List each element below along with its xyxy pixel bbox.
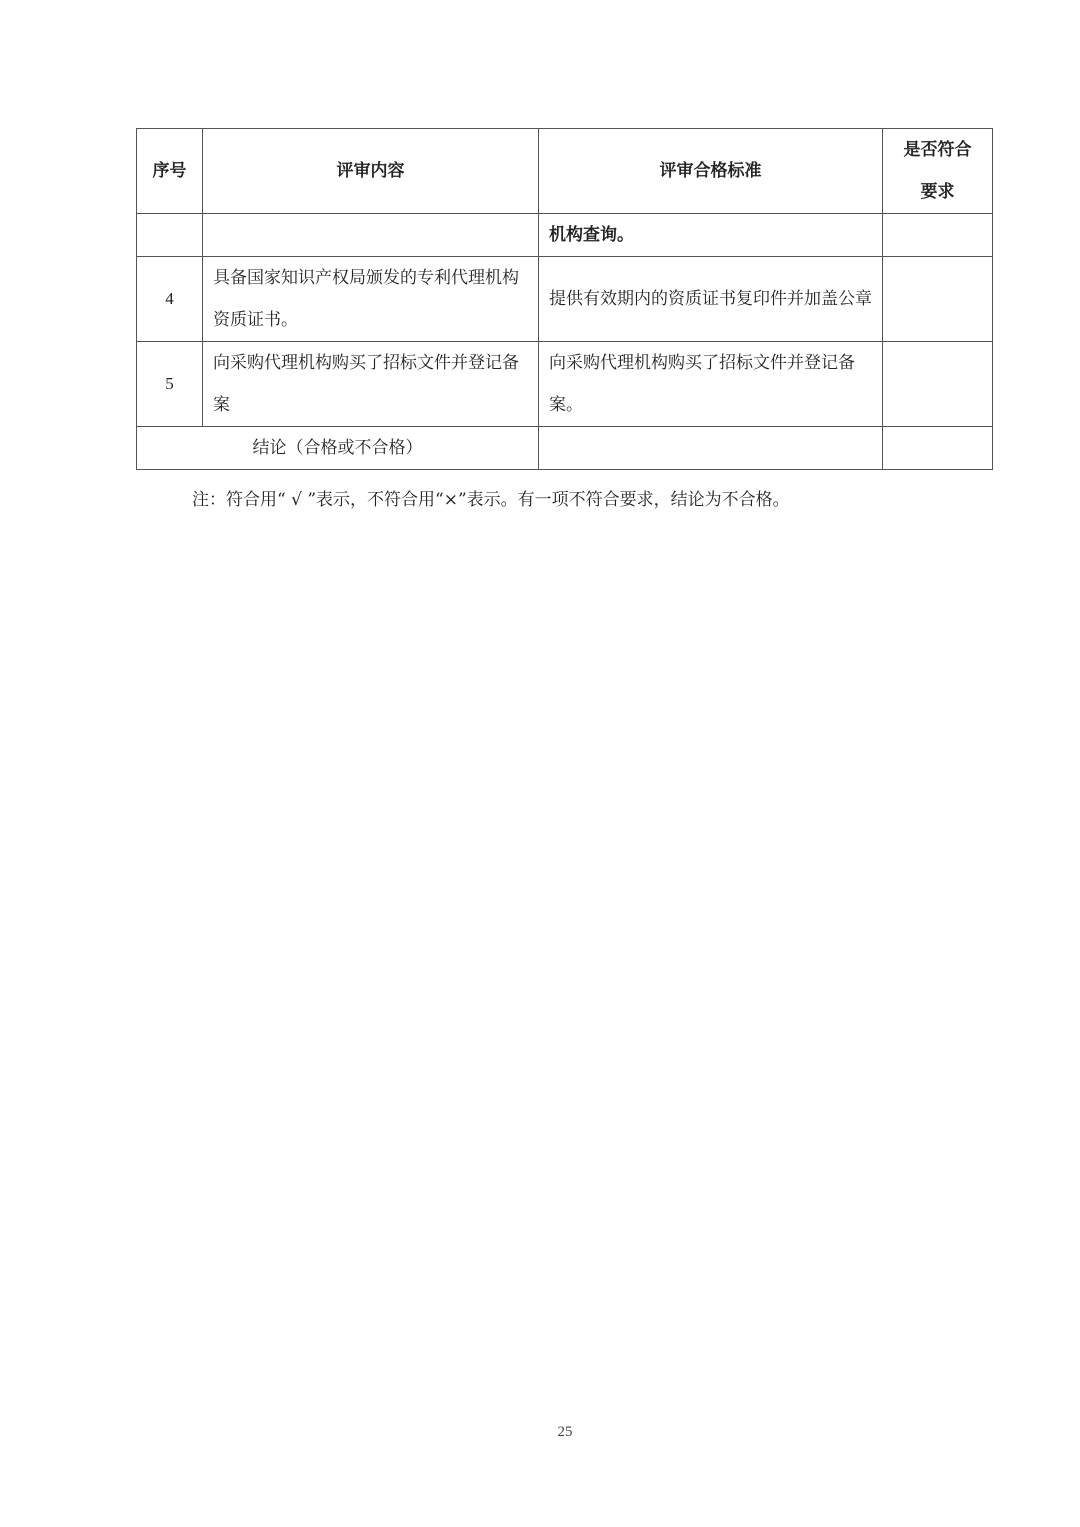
header-content: 评审内容 <box>203 129 539 214</box>
row-standard: 机构查询。 <box>539 214 883 257</box>
row-index <box>137 214 203 257</box>
table-header-row <box>137 129 993 214</box>
conclusion-compliant <box>883 427 993 470</box>
row-index: 5 <box>137 342 203 427</box>
row-content: 具备国家知识产权局颁发的专利代理机构资质证书。 <box>203 257 539 342</box>
row-index: 4 <box>137 257 203 342</box>
row-content <box>203 214 539 257</box>
row-standard: 向采购代理机构购买了招标文件并登记备案。 <box>539 342 883 427</box>
header-compliant: 是否符合要求 <box>883 129 993 214</box>
conclusion-standard <box>539 427 883 470</box>
row-standard: 提供有效期内的资质证书复印件并加盖公章 <box>539 257 883 342</box>
table-row <box>137 342 993 427</box>
header-index: 序号 <box>137 129 203 214</box>
row-content: 向采购代理机构购买了招标文件并登记备案 <box>203 342 539 427</box>
conclusion-row <box>137 427 993 470</box>
conclusion-label: 结论（合格或不合格） <box>137 427 539 470</box>
header-standard: 评审合格标准 <box>539 129 883 214</box>
row-compliant <box>883 342 993 427</box>
table-row <box>137 214 993 257</box>
table-note: 注：符合用“ √ ”表示，不符合用“×”表示。有一项不符合要求，结论为不合格。 <box>192 490 790 510</box>
page-number: 25 <box>557 1424 573 1440</box>
row-compliant <box>883 214 993 257</box>
table-row <box>137 257 993 342</box>
review-table <box>136 128 993 470</box>
row-compliant <box>883 257 993 342</box>
